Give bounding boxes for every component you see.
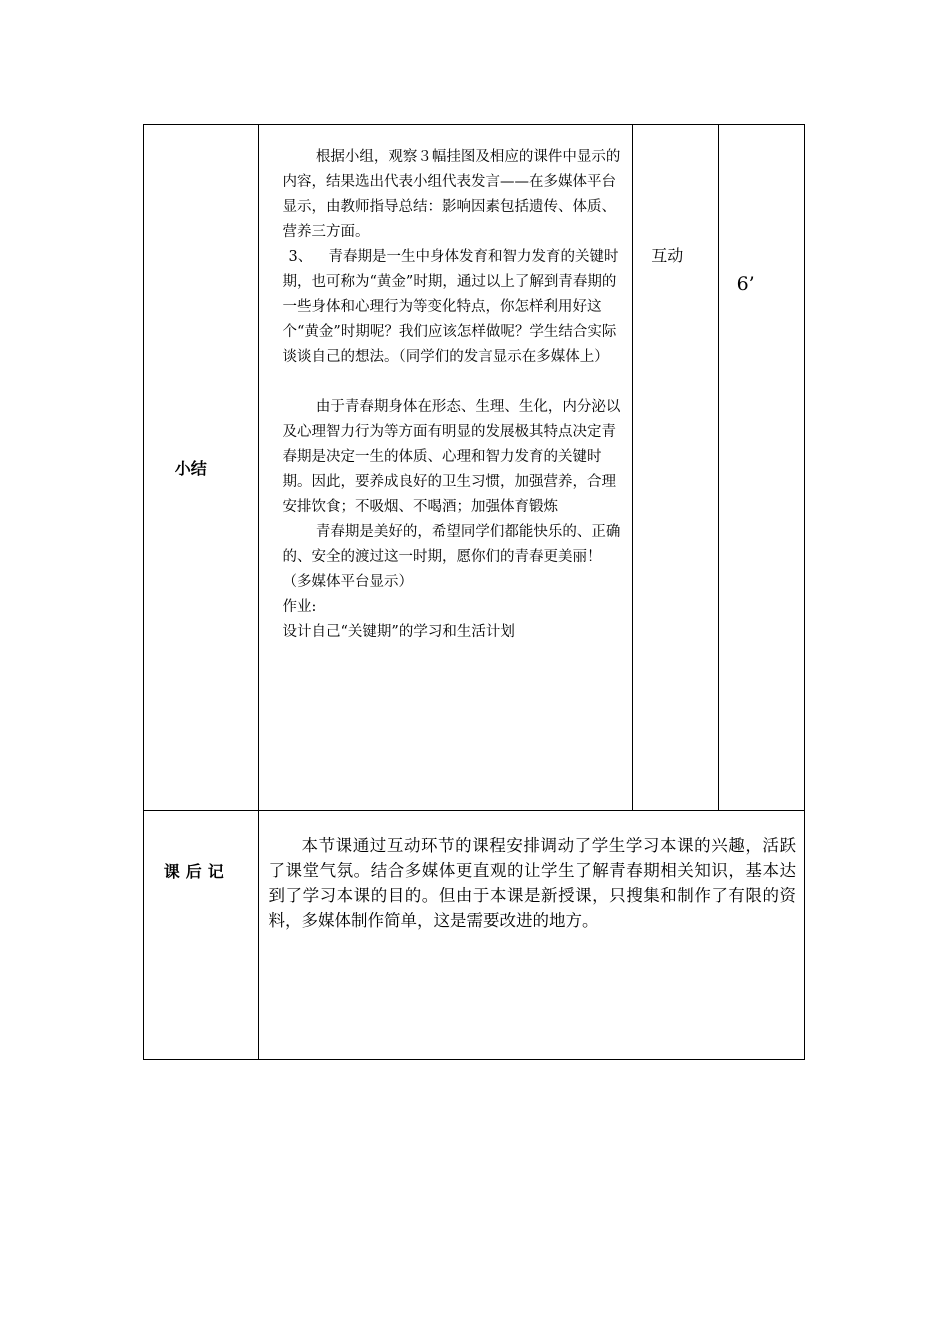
summary-content-cell xyxy=(258,125,633,811)
homework-label: 作业: xyxy=(282,599,317,615)
method-cell xyxy=(633,125,718,811)
summary-label-cell xyxy=(144,125,259,811)
reflection-row xyxy=(144,811,805,1060)
summary-paragraph-4: 青春期是美好的，希望同学们都能快乐的、正确的、安全的渡过这一时期，愿你们的青春更美丽！（多媒体平台显示） xyxy=(282,524,621,590)
lesson-table xyxy=(143,124,805,1060)
homework-text: 设计自己“关键期”的学习和生活计划 xyxy=(282,624,515,640)
summary-paragraph-2 xyxy=(283,245,625,370)
reflection-text: 本节课通过互动环节的课程安排调动了学生学习本课的兴趣，活跃了课堂气氛。结合多媒体更直观的让学生了解青春期相关知识，基本达到了学习本课的目的。但由于本课是新授课，只搜集和制作了有限的资料，多媒体制作简单，这是需要改进的地方。 xyxy=(268,836,796,930)
time-allocation: 6’ xyxy=(736,273,755,295)
reflection-label-cell xyxy=(144,811,259,1060)
summary-item-number: 3、 xyxy=(288,249,313,265)
time-cell xyxy=(718,125,804,811)
reflection-label: 课后记 xyxy=(163,862,230,881)
summary-paragraph-1: 根据小组，观察３幅挂图及相应的课件中显示的内容，结果选出代表小组代表发言——在多媒体平台显示，由教师指导总结：影响因素包括遗传、体质、营养三方面。 xyxy=(282,149,621,240)
reflection-content-cell xyxy=(258,811,804,1060)
summary-content xyxy=(259,125,633,645)
summary-paragraph-3: 由于青春期身体在形态、生理、生化，内分泌以及心理智力行为等方面有明显的发展极其特点决定青春期是决定一生的体质、心理和智力发育的关键时期。因此，要养成良好的卫生习惯，加强营养，合理安排饮食；不吸烟、不喝酒；加强体育锻炼 xyxy=(282,399,621,515)
reflection-content xyxy=(259,811,804,933)
teaching-method: 互动 xyxy=(651,246,684,265)
summary-label: 小结 xyxy=(174,459,207,478)
summary-row xyxy=(144,125,805,811)
summary-paragraph-2-text: 青春期是一生中身体发育和智力发育的关键时期，也可称为“黄金”时期，通过以上了解到青春期的一些身体和心理行为等变化特点，你怎样利用好这个“黄金”时期呢？我们应该怎样做呢？学生结合实际谈谈自己的想法。（同学们的发言显示在多媒体上） xyxy=(282,249,619,365)
